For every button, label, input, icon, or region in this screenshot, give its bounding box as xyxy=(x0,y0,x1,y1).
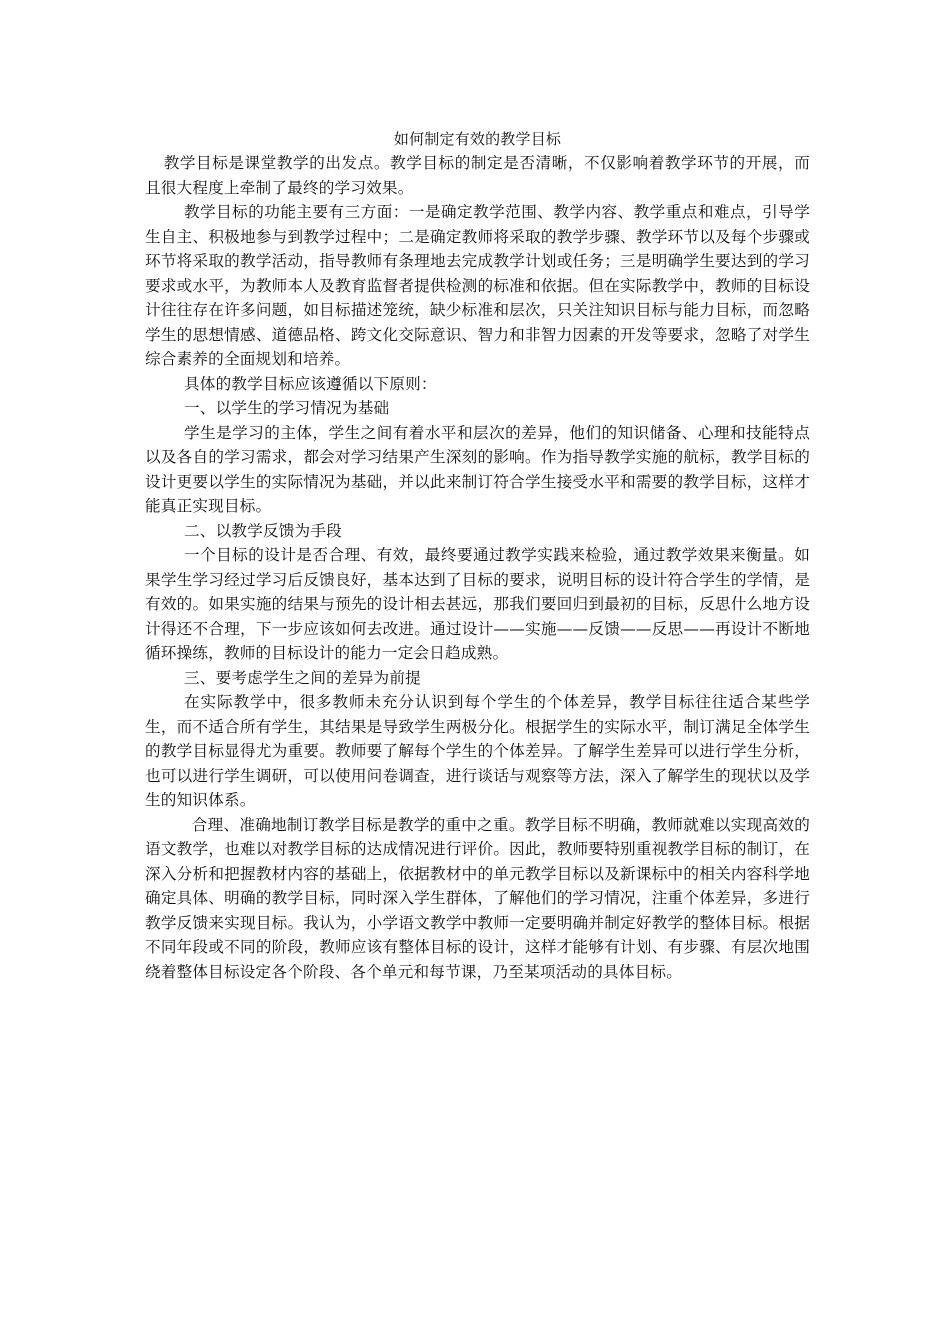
paragraph-section-2: 一个目标的设计是否合理、有效，最终要通过教学实践来检验，通过教学效果来衡量。如果学生学习经过学习后反馈良好，基本达到了目标的要求，说明目标的设计符合学生的学情，是有效的。如果实施的结果与预先的设计相去甚远，那我们要回归到最初的目标，反思什么地方设计得还不合理，下一步应该如何去改进。通过设计——实施——反馈——反思——再设计不断地循环操练，教师的目标设计的能力一定会日趋成熟。 xyxy=(145,546,810,662)
paragraph-intro: 教学目标是课堂教学的出发点。教学目标的制定是否清晰，不仅影响着教学环节的开展，而且很大程度上牵制了最终的学习效果。 xyxy=(145,154,810,197)
document-body xyxy=(145,127,810,984)
paragraph-section-3: 在实际教学中，很多教师未充分认识到每个学生的个体差异，教学目标往往适合某些学生，而不适合所有学生，其结果是导致学生两极分化。根据学生的实际水平，制订满足全体学生的教学目标显得尤为重要。教师要了解每个学生的个体差异。了解学生差异可以进行学生分析，也可以进行学生调研，可以使用问卷调查，进行谈话与观察等方法，深入了解学生的现状以及学生的知识体系。 xyxy=(145,693,810,809)
section-heading-1: 一、以学生的学习情况为基础 xyxy=(184,399,390,417)
paragraph-principles-lead: 具体的教学目标应该遵循以下原则： xyxy=(184,374,437,393)
section-heading-2: 二、以教学反馈为手段 xyxy=(184,521,342,540)
paragraph-conclusion: 合理、准确地制订教学目标是教学的重中之重。教学目标不明确，教师就难以实现高效的语文教学，也难以对教学目标的达成情况进行评价。因此，教师要特别重视教学目标的制订，在深入分析和把握教材内容的基础上，依据教材中的单元教学目标以及新课标中的相关内容科学地确定具体、明确的教学目标，同时深入学生群体，了解他们的学习情况，注重个体差异，多进行教学反馈来实现目标。我认为，小学语文教学中教师一定要明确并制定好教学的整体目标。根据不同年段或不同的阶段，教师应该有整体目标的设计，这样才能够有计划、有步骤、有层次地围绕着整体目标设定各个阶段、各个单元和每节课，乃至某项活动的具体目标。 xyxy=(145,815,810,981)
paragraph-functions: 教学目标的功能主要有三方面：一是确定教学范围、教学内容、教学重点和难点，引导学生自主、积极地参与到教学过程中；二是确定教师将采取的教学步骤、教学环节以及每个步骤或环节将采取的教学活动，指导教师有条理地去完成教学计划或任务；三是明确学生要达到的学习要求或水平，为教师本人及教育监督者提供检测的标准和依据。但在实际教学中，教师的目标设计往往存在许多问题，如目标描述笼统，缺少标准和层次，只关注知识目标与能力目标，而忽略学生的思想情感、道德品格、跨文化交际意识、智力和非智力因素的开发等要求，忽略了对学生综合素养的全面规划和培养。 xyxy=(145,203,810,368)
document-title: 如何制定有效的教学目标 xyxy=(393,130,562,148)
paragraph-section-1: 学生是学习的主体，学生之间有着水平和层次的差异，他们的知识储备、心理和技能特点以及各自的学习需求，都会对学习结果产生深刻的影响。作为指导教学实施的航标，教学目标的设计更要以学生的实际情况为基础，并以此来制订符合学生接受水平和需要的教学目标，这样才能真正实现目标。 xyxy=(145,423,810,515)
section-heading-3: 三、要考虑学生之间的差异为前提 xyxy=(184,668,421,687)
